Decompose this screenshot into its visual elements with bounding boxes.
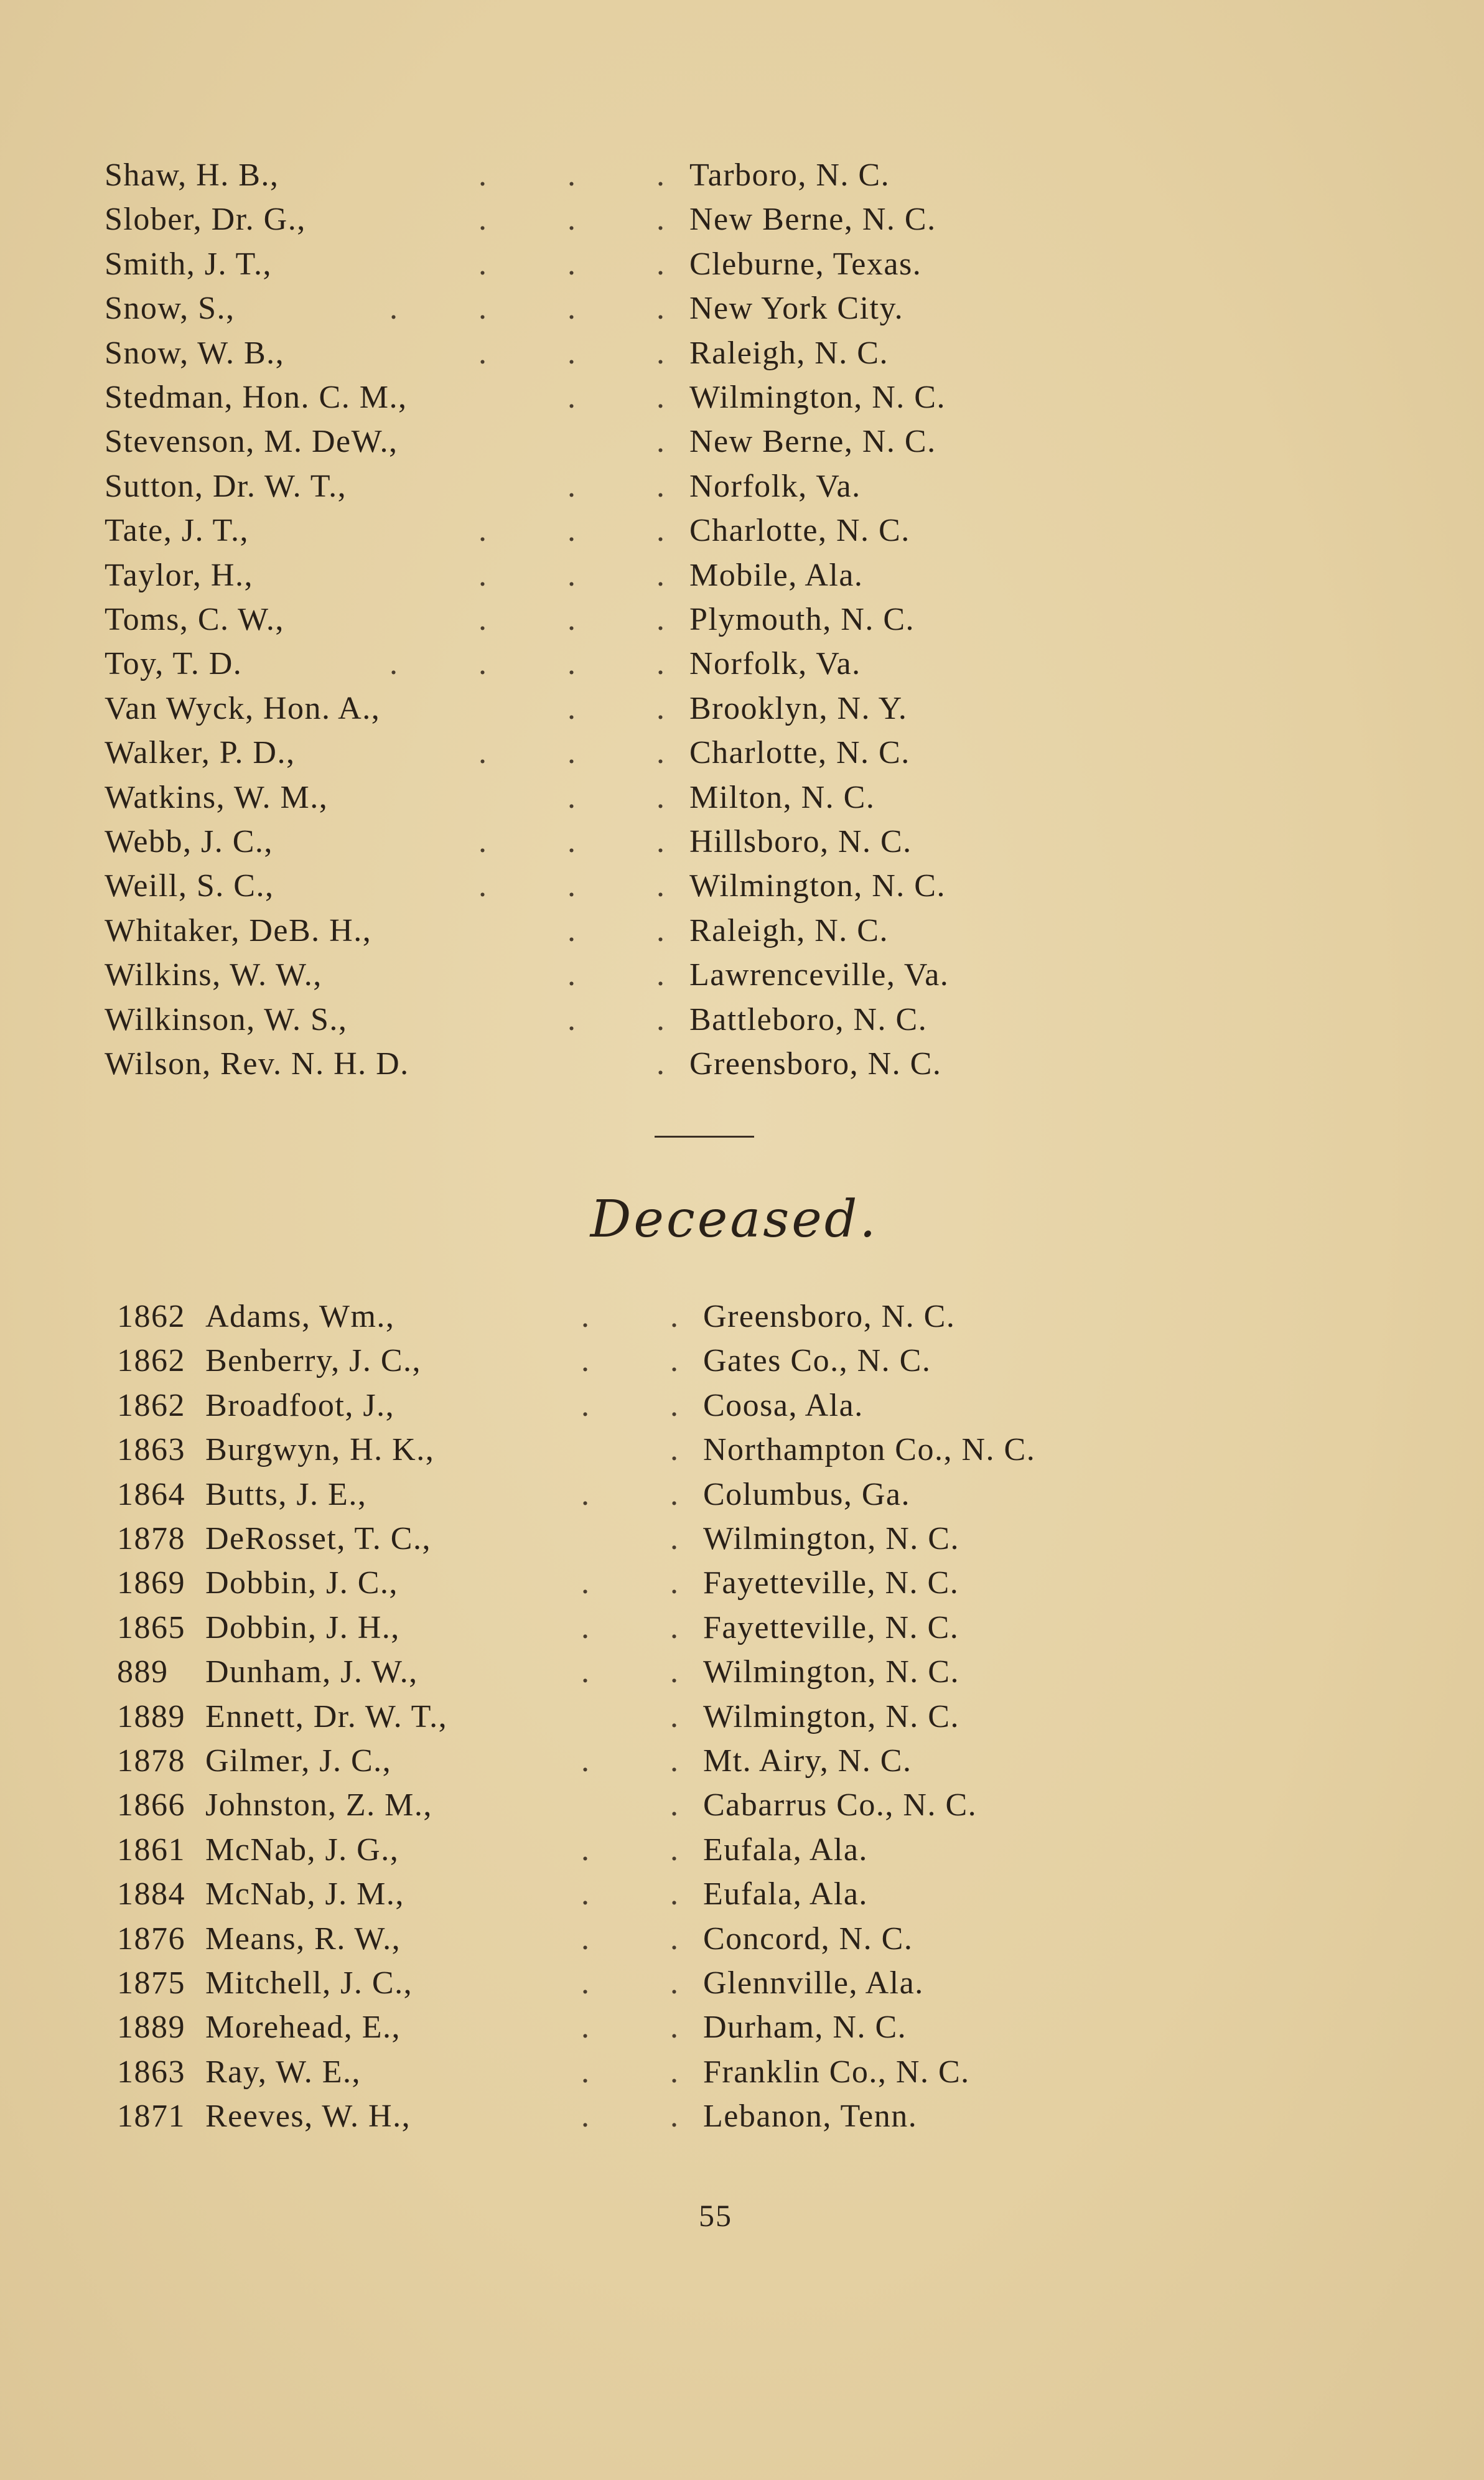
- member-entry: [0, 1042, 1484, 1086]
- section-heading: Deceased.: [590, 1190, 879, 1249]
- entry-place: Plymouth, N. C.: [689, 602, 915, 637]
- deceased-entry: [0, 1383, 1484, 1428]
- member-entry: [0, 775, 1484, 820]
- deceased-entry: [0, 1606, 1484, 1650]
- entry-place: Norfolk, Va.: [689, 468, 861, 504]
- leader-dots: . . .: [478, 602, 665, 637]
- member-entry: [0, 508, 1484, 553]
- entry-name: Dunham, J. W.,: [205, 1654, 418, 1690]
- entry-place: Glennville, Ala.: [703, 1965, 924, 2001]
- entry-place: Fayetteville, N. C.: [703, 1565, 959, 1601]
- entry-place: Lebanon, Tenn.: [703, 2099, 918, 2135]
- deceased-entry: [0, 2094, 1484, 2138]
- entry-name: Van Wyck, Hon. A.,: [105, 690, 381, 726]
- entry-place: Fayetteville, N. C.: [703, 1609, 959, 1645]
- entry-name: Dobbin, J. H.,: [205, 1609, 400, 1645]
- entry-name: Means, R. W.,: [205, 1921, 401, 1957]
- leader-dots: . .: [581, 1965, 678, 2001]
- entry-name: Snow, W. B.,: [105, 335, 285, 371]
- entry-name: Toy, T. D.: [105, 646, 243, 682]
- leader-dots: . .: [581, 1876, 678, 1912]
- entry-name: Webb, J. C.,: [105, 824, 273, 859]
- deceased-entry: [0, 1294, 1484, 1339]
- leader-dots: . .: [508, 1921, 678, 1957]
- entry-place: Milton, N. C.: [689, 779, 875, 815]
- member-entry: [0, 419, 1484, 464]
- deceased-entry: [0, 1917, 1484, 1961]
- entry-year: 1864: [117, 1476, 185, 1512]
- entry-year: 1889: [117, 2010, 185, 2046]
- leader-dots: . .: [470, 779, 665, 815]
- entry-year: 1865: [117, 1609, 185, 1645]
- page-number: 55: [699, 2198, 732, 2233]
- entry-place: Hillsboro, N. C.: [689, 824, 912, 859]
- member-entry: [0, 242, 1484, 286]
- entry-year: 1862: [117, 1299, 185, 1334]
- entry-name: Ennett, Dr. W. T.,: [205, 1698, 448, 1734]
- leader-dots: . . .: [430, 735, 665, 771]
- entry-name: DeRosset, T. C.,: [205, 1521, 431, 1556]
- entry-name: Johnston, Z. M.,: [205, 1787, 432, 1823]
- leader-dots: . .: [508, 1299, 678, 1334]
- entry-place: Norfolk, Va.: [689, 646, 861, 682]
- entry-place: Eufala, Ala.: [703, 1876, 868, 1912]
- entry-name: Butts, J. E.,: [205, 1476, 367, 1512]
- entry-name: Wilkins, W. W.,: [105, 957, 322, 993]
- member-entry: [0, 286, 1484, 330]
- entry-name: Stedman, Hon. C. M.,: [105, 380, 408, 415]
- entry-place: Wilmington, N. C.: [703, 1654, 959, 1690]
- entry-year: 1863: [117, 1432, 185, 1468]
- leader-dots: . .: [508, 2099, 678, 2135]
- leader-dots: .: [508, 1698, 678, 1734]
- entry-name: Walker, P. D.,: [105, 735, 296, 771]
- entry-year: 1866: [117, 1787, 185, 1823]
- leader-dots: . .: [581, 1609, 678, 1645]
- entry-name: Adams, Wm.,: [205, 1299, 395, 1334]
- leader-dots: . . .: [430, 824, 665, 859]
- member-entry: [0, 553, 1484, 597]
- entry-name: McNab, J. M.,: [205, 1876, 404, 1912]
- entry-name: Toms, C. W.,: [105, 602, 284, 637]
- entry-year: 1889: [117, 1698, 185, 1734]
- entry-place: Wilmington, N. C.: [703, 1698, 959, 1734]
- entry-name: Smith, J. T.,: [105, 246, 272, 282]
- member-entry: [0, 597, 1484, 642]
- leader-dots: . .: [581, 1343, 678, 1379]
- entry-place: Cabarrus Co., N. C.: [703, 1787, 978, 1823]
- deceased-entry: [0, 1828, 1484, 1872]
- leader-dots: . . . .: [390, 291, 665, 327]
- leader-dots: . . .: [478, 246, 665, 282]
- entry-name: Ray, W. E.,: [205, 2054, 362, 2090]
- entry-name: Benberry, J. C.,: [205, 1343, 422, 1379]
- deceased-entry: [0, 1561, 1484, 1605]
- deceased-entry: [0, 1472, 1484, 1517]
- entry-year: 1884: [117, 1876, 185, 1912]
- entry-place: New Berne, N. C.: [689, 424, 936, 460]
- entry-name: Broadfoot, J.,: [205, 1387, 395, 1423]
- entry-year: 889: [117, 1654, 169, 1690]
- leader-dots: . . .: [430, 557, 665, 593]
- leader-dots: .: [508, 1432, 678, 1468]
- member-entry: [0, 331, 1484, 375]
- leader-dots: . .: [508, 2010, 678, 2046]
- member-entry: [0, 864, 1484, 908]
- leader-dots: .: [478, 424, 665, 460]
- section-divider: [655, 1136, 754, 1138]
- leader-dots: . . . .: [390, 646, 665, 682]
- leader-dots: . .: [508, 1654, 678, 1690]
- member-entry: [0, 820, 1484, 864]
- entry-place: Lawrenceville, Va.: [689, 957, 950, 993]
- entry-name: Burgwyn, H. K.,: [205, 1432, 435, 1468]
- leader-dots: . .: [508, 1387, 678, 1423]
- entry-name: Watkins, W. M.,: [105, 779, 329, 815]
- leader-dots: . .: [470, 1001, 665, 1037]
- entry-year: 1861: [117, 1832, 185, 1868]
- deceased-entry: [0, 1339, 1484, 1383]
- entry-year: 1876: [117, 1921, 185, 1957]
- entry-name: Tate, J. T.,: [105, 513, 249, 549]
- entry-place: Franklin Co., N. C.: [703, 2054, 970, 2090]
- deceased-entry: [0, 1961, 1484, 2005]
- leader-dots: . . .: [478, 157, 665, 193]
- entry-year: 1862: [117, 1387, 185, 1423]
- leader-dots: . . .: [478, 335, 665, 371]
- entry-place: Greensboro, N. C.: [689, 1046, 942, 1082]
- entry-place: Columbus, Ga.: [703, 1476, 910, 1512]
- entry-name: Slober, Dr. G.,: [105, 202, 306, 238]
- entry-name: Wilson, Rev. N. H. D.: [105, 1046, 409, 1082]
- leader-dots: . . .: [478, 513, 665, 549]
- entry-year: 1878: [117, 1743, 185, 1779]
- entry-name: Wilkinson, W. S.,: [105, 1001, 348, 1037]
- entry-name: Mitchell, J. C.,: [205, 1965, 413, 2001]
- member-entry: [0, 153, 1484, 197]
- entry-place: Mt. Airy, N. C.: [703, 1743, 912, 1779]
- deceased-entry: [0, 2050, 1484, 2094]
- member-entry: [0, 998, 1484, 1042]
- entry-place: Wilmington, N. C.: [689, 868, 946, 904]
- member-entry: [0, 464, 1484, 508]
- leader-dots: . .: [470, 912, 665, 948]
- entry-place: Gates Co., N. C.: [703, 1343, 931, 1379]
- entry-place: Brooklyn, N. Y.: [689, 690, 908, 726]
- entry-year: 1863: [117, 2054, 185, 2090]
- entry-name: Whitaker, DeB. H.,: [105, 912, 372, 948]
- leader-dots: . .: [470, 380, 665, 415]
- deceased-entry: [0, 1428, 1484, 1472]
- leader-dots: .: [508, 1787, 678, 1823]
- member-entry: [0, 375, 1484, 419]
- entry-name: Sutton, Dr. W. T.,: [105, 468, 347, 504]
- entry-year: 1871: [117, 2099, 185, 2135]
- entry-place: Northampton Co., N. C.: [703, 1432, 1036, 1468]
- member-entry: [0, 686, 1484, 731]
- member-entry: [0, 731, 1484, 775]
- leader-dots: . .: [508, 1476, 678, 1512]
- entry-place: Durham, N. C.: [703, 2010, 907, 2046]
- leader-dots: .: [508, 1521, 678, 1556]
- leader-dots: . .: [508, 1743, 678, 1779]
- entry-place: Charlotte, N. C.: [689, 735, 910, 771]
- entry-name: Dobbin, J. C.,: [205, 1565, 398, 1601]
- entry-year: 1862: [117, 1343, 185, 1379]
- leader-dots: . .: [470, 957, 665, 993]
- entry-name: Morehead, E.,: [205, 2010, 401, 2046]
- entry-place: New Berne, N. C.: [689, 202, 936, 238]
- entry-place: Concord, N. C.: [703, 1921, 913, 1957]
- entry-place: Mobile, Ala.: [689, 557, 864, 593]
- entry-place: Charlotte, N. C.: [689, 513, 910, 549]
- deceased-entry: [0, 1783, 1484, 1827]
- entry-place: Cleburne, Texas.: [689, 246, 922, 282]
- entry-name: Taylor, H.,: [105, 557, 253, 593]
- deceased-entry: [0, 1872, 1484, 1916]
- leader-dots: . .: [508, 1565, 678, 1601]
- entry-year: 1878: [117, 1521, 185, 1556]
- entry-name: Shaw, H. B.,: [105, 157, 279, 193]
- member-entry: [0, 953, 1484, 997]
- member-entry: [0, 909, 1484, 953]
- entry-name: McNab, J. G.,: [205, 1832, 399, 1868]
- entry-name: Reeves, W. H.,: [205, 2099, 411, 2135]
- leader-dots: . . .: [430, 202, 665, 238]
- entry-place: Greensboro, N. C.: [703, 1299, 956, 1334]
- entry-year: 1875: [117, 1965, 185, 2001]
- entry-place: Wilmington, N. C.: [689, 380, 946, 415]
- entry-name: Snow, S.,: [105, 291, 235, 327]
- entry-name: Weill, S. C.,: [105, 868, 274, 904]
- entry-place: Wilmington, N. C.: [703, 1521, 959, 1556]
- leader-dots: . . .: [478, 868, 665, 904]
- entry-place: Raleigh, N. C.: [689, 335, 889, 371]
- member-entry: [0, 197, 1484, 241]
- entry-place: Battleboro, N. C.: [689, 1001, 928, 1037]
- deceased-entry: [0, 1739, 1484, 1783]
- entry-place: Raleigh, N. C.: [689, 912, 889, 948]
- entry-place: New York City.: [689, 291, 904, 327]
- leader-dots: . .: [508, 1832, 678, 1868]
- entry-place: Eufala, Ala.: [703, 1832, 868, 1868]
- member-entry: [0, 642, 1484, 686]
- leader-dots: .: [478, 1046, 665, 1082]
- deceased-entry: [0, 2005, 1484, 2049]
- entry-name: Stevenson, M. DeW.,: [105, 424, 398, 460]
- entry-name: Gilmer, J. C.,: [205, 1743, 392, 1779]
- entry-place: Tarboro, N. C.: [689, 157, 890, 193]
- leader-dots: . .: [470, 468, 665, 504]
- entry-year: 1869: [117, 1565, 185, 1601]
- leader-dots: . .: [543, 690, 665, 726]
- deceased-entry: [0, 1695, 1484, 1739]
- deceased-entry: [0, 1650, 1484, 1694]
- deceased-entry: [0, 1517, 1484, 1561]
- entry-place: Coosa, Ala.: [703, 1387, 864, 1423]
- leader-dots: . .: [581, 2054, 678, 2090]
